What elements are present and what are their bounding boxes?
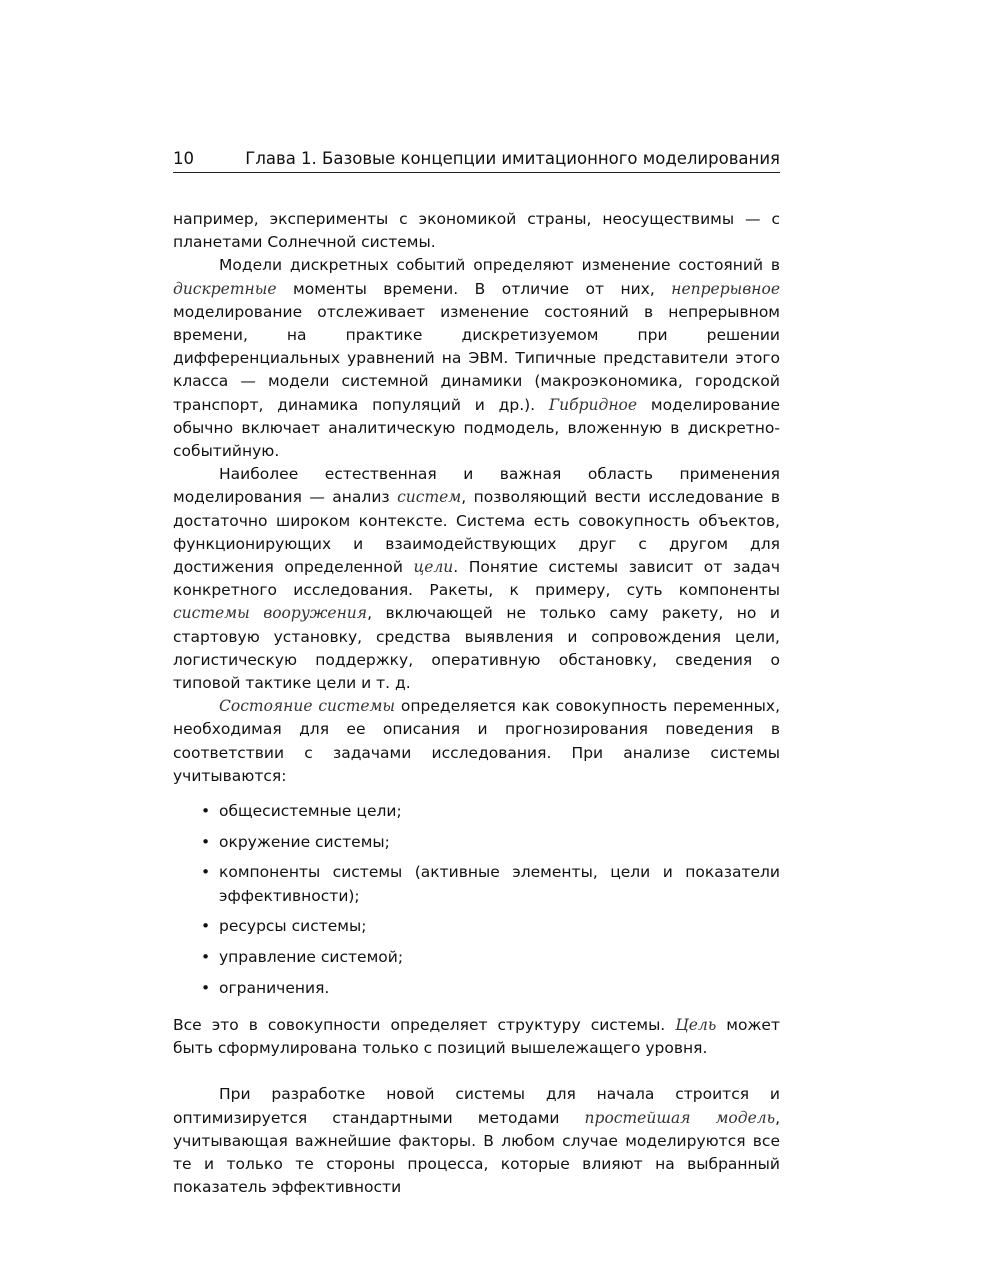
paragraph-discrete-events — [173, 254, 780, 463]
paragraph-text: Наиболее естественная и важная область применения моделирования — анализ — [173, 465, 780, 507]
paragraph-text: При разработке новой системы для начала строится и оптимизируется стандартными методами — [173, 1085, 780, 1127]
list-item — [173, 915, 780, 938]
list-item — [173, 861, 780, 907]
paragraph-text: может быть сформулирована только с позиций вышележащего уровня. — [173, 1016, 780, 1058]
bullet-icon: • — [201, 802, 211, 821]
paragraph-text: , позволяющий вести исследование в достаточно широком контексте. Система есть совокупность объектов, функционирующих и взаимодействующих друг с другом для достижения определенной — [173, 488, 780, 577]
paragraph-continuation — [173, 208, 780, 254]
body-text — [173, 208, 780, 1199]
paragraph-new-system-design — [173, 1083, 780, 1199]
emphasis-term: Состояние системы — [219, 697, 396, 716]
paragraph-text: , включающей не только саму ракету, но и стартовую установку, средства выявления и сопровождения цели, логистическую поддержку, оперативную обстановку, сведения о типовой тактике цели и т. д. — [173, 604, 780, 693]
running-header — [173, 146, 780, 173]
book-page — [173, 146, 780, 1199]
paragraph-system-state — [173, 695, 780, 788]
list-item — [173, 831, 780, 854]
paragraph-text: Все это в совокупности определяет структуру системы. — [173, 1016, 676, 1034]
emphasis-term: цели — [413, 558, 454, 577]
list-item-text: ресурсы системы; — [219, 917, 367, 936]
bullet-icon: • — [201, 978, 211, 997]
paragraph-systems-analysis — [173, 463, 780, 695]
paragraph-structure-summary — [173, 1014, 780, 1060]
paragraph-text: определяется как совокупность переменных, необходимая для ее описания и прогнозирования поведения в соответствии с задачами исследования. При анализе системы учитываются: — [173, 697, 780, 785]
list-item — [173, 946, 780, 969]
paragraph-text: например, эксперименты с экономикой страны, неосуществимы — с планетами Солнечной системы. — [173, 210, 780, 252]
emphasis-term: Гибридное — [548, 395, 638, 414]
paragraph-text: , учитывающая важнейшие факторы. В любом случае моделируются все те и только те стороны процесса, которые влияют на выбранный показатель эффективности — [173, 1108, 780, 1197]
list-item-text: окружение системы; — [219, 832, 390, 851]
emphasis-term: дискретные — [173, 279, 277, 298]
list-item-text: ограничения. — [219, 978, 330, 997]
emphasis-term: Цель — [675, 1016, 717, 1034]
paragraph-text: Модели дискретных событий определяют изменение состояний в — [219, 256, 780, 275]
list-item — [173, 800, 780, 823]
emphasis-term: простейшая модель — [584, 1108, 776, 1127]
paragraph-text: моменты времени. В отличие от них, — [276, 279, 672, 298]
bullet-icon: • — [201, 832, 211, 851]
paragraph-text: . Понятие системы зависит от задач конкретного исследования. Ракеты, к примеру, суть компоненты — [173, 558, 780, 600]
list-item-text: управление системой; — [219, 948, 404, 967]
list-item-text: общесистемные цели; — [219, 802, 402, 821]
bullet-icon: • — [201, 917, 211, 936]
page-number: 10 — [173, 149, 194, 168]
emphasis-term: непрерывное — [671, 279, 780, 298]
bullet-icon: • — [201, 948, 211, 967]
bullet-list — [173, 800, 780, 1000]
paragraph-text: моделирование отслеживает изменение состояний в непрерывном времени, на практике дискретизуемом при решении дифференциальных уравнений на ЭВМ. Типичные представители этого класса — модели системной динамики (макроэкономика, городской транспорт, динамика популяций и др.). — [173, 302, 780, 414]
emphasis-term: системы вооружения — [173, 604, 368, 623]
list-item — [173, 977, 780, 1000]
emphasis-term: систем — [397, 488, 462, 507]
bullet-icon: • — [201, 863, 211, 882]
paragraph-text: моделирование обычно включает аналитическую подмодель, вложенную в дискретно-событийную. — [173, 395, 780, 461]
list-item-text: компоненты системы (активные элементы, цели и показатели эффективности); — [219, 863, 780, 905]
chapter-title: Глава 1. Базовые концепции имитационного моделирования — [245, 149, 780, 168]
